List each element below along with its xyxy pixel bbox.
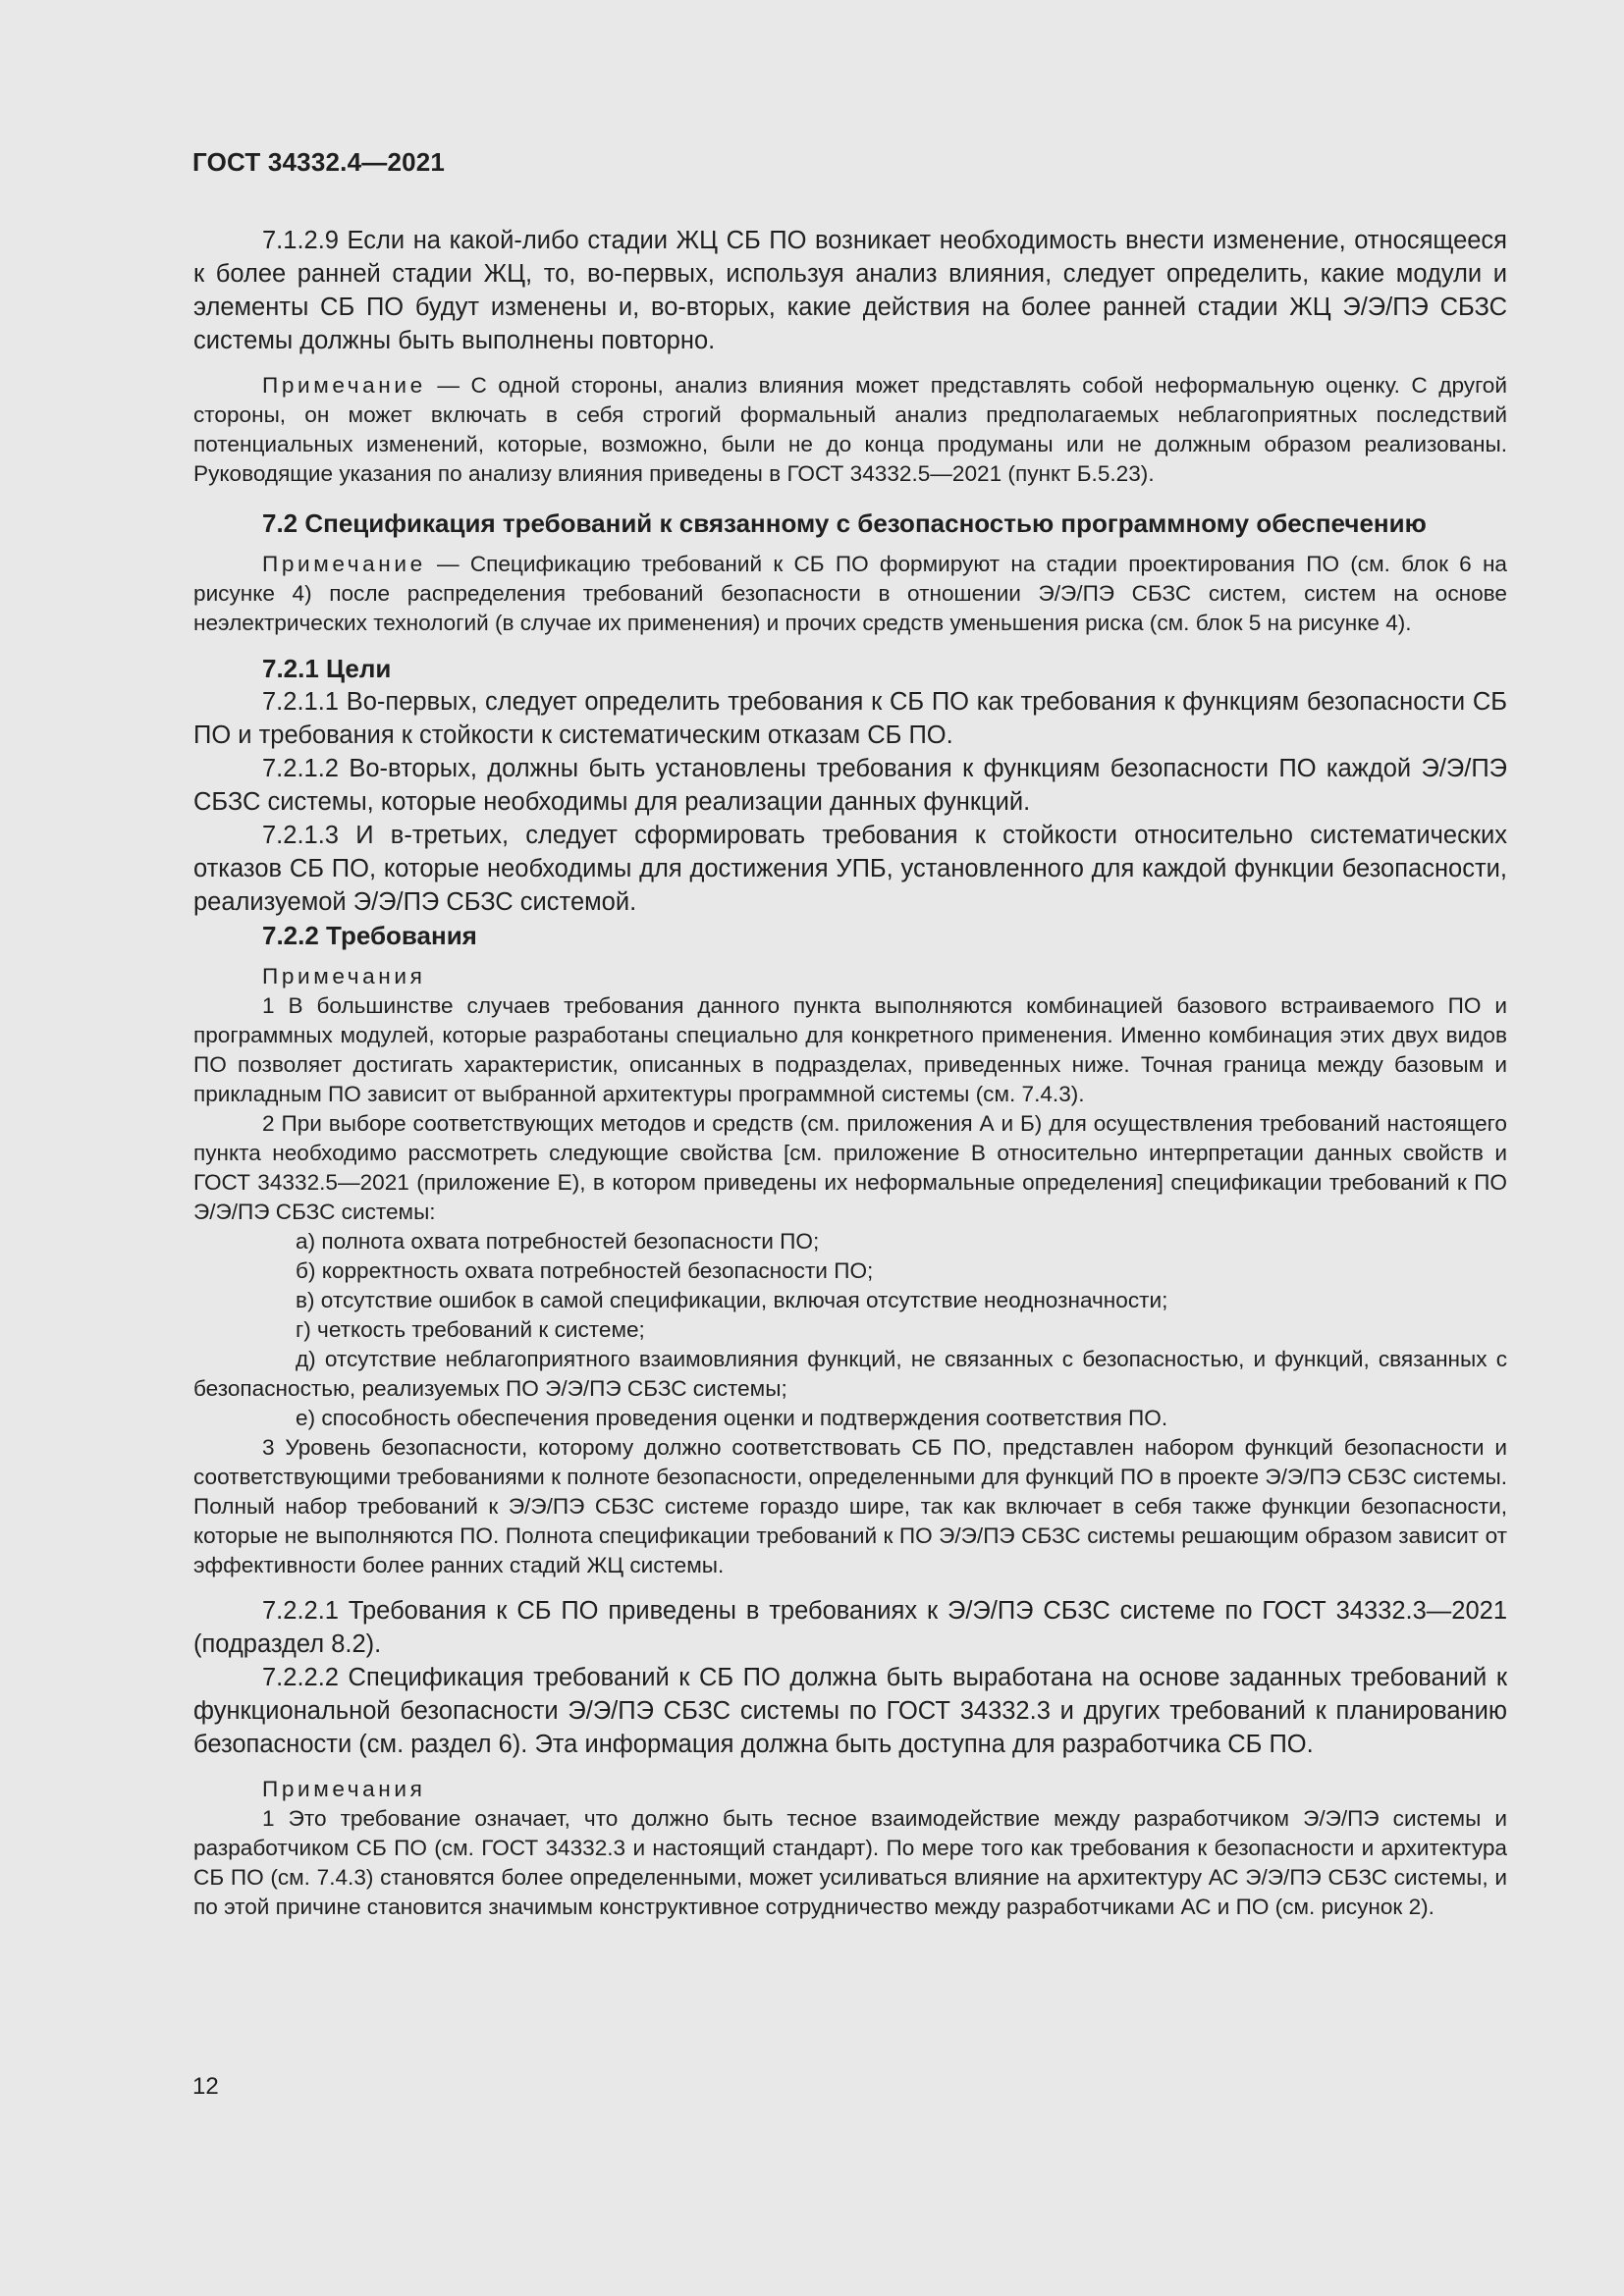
paragraph-7-2-1-3: 7.2.1.3 И в-третьих, следует сформировать требования к стойкости относительно систематических отказов СБ ПО, которые необходимы для достижения УПБ, установленного для каждой функции безопасности, реализуемой Э/Э/ПЭ СБЗС системой.	[193, 822, 1507, 916]
list-item: б) корректность охвата потребностей безопасности ПО;	[296, 1258, 874, 1283]
document-header: ГОСТ 34332.4—2021	[192, 147, 446, 177]
note-7-2-2-3: 3 Уровень безопасности, которому должно соответствовать СБ ПО, представлен набором функций безопасности и соответствующими требованиями к полноте безопасности, определенными для функций ПО в проекте Э/Э/ПЭ СБЗС системы. Полный набор требований к Э/Э/ПЭ СБЗС системе гораздо шире, так как включает в себя также функции безопасности, которые не выполняются ПО. Полнота спецификации требований к ПО Э/Э/ПЭ СБЗС системы решающим образом зависит от эффективности более ранних стадий ЖЦ системы.	[193, 1435, 1507, 1577]
list-item: д) отсутствие неблагоприятного взаимовлияния функций, не связанных с безопасностью, и функций, связанных с безопасностью, реализуемых ПО Э/Э/ПЭ СБЗС системы;	[193, 1347, 1507, 1401]
page-content	[193, 224, 1507, 1922]
paragraph-7-2-2-2: 7.2.2.2 Спецификация требований к СБ ПО должна быть выработана на основе заданных требований к функциональной безопасности Э/Э/ПЭ СБЗС системы по ГОСТ 34332.3 и других требований к планированию безопасности (см. раздел 6). Эта информация должна быть доступна для разработчика СБ ПО.	[193, 1664, 1507, 1758]
list-item: в) отсутствие ошибок в самой спецификации, включая отсутствие неоднозначности;	[296, 1288, 1168, 1312]
list-item: е) способность обеспечения проведения оценки и подтверждения соответствия ПО.	[296, 1406, 1168, 1430]
note-7-2-2-1: 1 В большинстве случаев требования данного пункта выполняются комбинацией базового встраиваемого ПО и программных модулей, которые разработаны специально для конкретного применения. Именно комбинация этих двух видов ПО позволяет достигать характеристик, описанных в подразделах, приведенных ниже. Точная граница между базовым и прикладным ПО зависит от выбранной архитектуры программной системы (см. 7.4.3).	[193, 993, 1507, 1106]
note-7-2-2-2: 2 При выборе соответствующих методов и средств (см. приложения А и Б) для осуществления требований настоящего пункта необходимо рассмотреть следующие свойства [см. приложение В относительно интерпретации данных свойств и ГОСТ 34332.5—2021 (приложение Е), в котором приведены их неформальные определения] спецификации требований к ПО Э/Э/ПЭ СБЗС системы:	[193, 1111, 1507, 1224]
notes-label: Примечания	[262, 964, 426, 988]
note-label: Примечание	[262, 373, 426, 398]
page-number: 12	[192, 2073, 219, 2100]
paragraph-7-2-1-2: 7.2.1.2 Во-вторых, должны быть установлены требования к функциям безопасности ПО каждой Э/Э/ПЭ СБЗС системы, которые необходимы для реализации данных функций.	[193, 755, 1507, 816]
note-label: Примечание	[262, 552, 426, 576]
notes-label: Примечания	[262, 1777, 426, 1801]
note-7-2-2-2-1: 1 Это требование означает, что должно быть тесное взаимодействие между разработчиком Э/Э/ПЭ системы и разработчиком СБ ПО (см. ГОСТ 34332.3 и настоящий стандарт). По мере того как требования к безопасности и архитектура СБ ПО (см. 7.4.3) становятся более определенными, может усиливаться влияние на архитектуру АС Э/Э/ПЭ СБЗС системы, и по этой причине становится значимым конструктивное сотрудничество между разработчиками АС и ПО (см. рисунок 2).	[193, 1806, 1507, 1919]
list-item: г) четкость требований к системе;	[296, 1317, 645, 1342]
note-text: — Спецификацию требований к СБ ПО формируют на стадии проектирования ПО (см. блок 6 на рисунке 4) после распределения требований безопасности в отношении Э/Э/ПЭ СБЗС систем, систем на основе неэлектрических технологий (в случае их применения) и прочих средств уменьшения риска (см. блок 5 на рисунке 4).	[193, 552, 1507, 635]
note-spec-formation	[193, 550, 1507, 638]
section-heading-7-2: 7.2 Спецификация требований к связанному с безопасностью программному обеспечению	[262, 508, 1427, 538]
paragraph-7-2-2-1: 7.2.2.1 Требования к СБ ПО приведены в требованиях к Э/Э/ПЭ СБЗС системе по ГОСТ 34332.3—2021 (подраздел 8.2).	[193, 1597, 1507, 1658]
section-heading-7-2-1: 7.2.1 Цели	[262, 654, 392, 683]
paragraph-7-1-2-9: 7.1.2.9 Если на какой-либо стадии ЖЦ СБ ПО возникает необходимость внести изменение, относящееся к более ранней стадии ЖЦ, то, во-первых, используя анализ влияния, следует определить, какие модули и элементы СБ ПО будут изменены и, во-вторых, какие действия на более ранней стадии ЖЦ Э/Э/ПЭ СБЗС системы должны быть выполнены повторно.	[193, 227, 1507, 354]
note-text: — С одной стороны, анализ влияния может представлять собой неформальную оценку. С другой стороны, он может включать в себя строгий формальный анализ предполагаемых неблагоприятных последствий потенциальных изменений, которые, возможно, были не до конца продуманы или не должным образом реализованы. Руководящие указания по анализу влияния приведены в ГОСТ 34332.5—2021 (пункт Б.5.23).	[193, 373, 1507, 486]
list-item: а) полнота охвата потребностей безопасности ПО;	[296, 1229, 820, 1254]
note-impact-analysis	[193, 371, 1507, 489]
section-heading-7-2-2: 7.2.2 Требования	[262, 921, 477, 950]
paragraph-7-2-1-1: 7.2.1.1 Во-первых, следует определить требования к СБ ПО как требования к функциям безопасности СБ ПО и требования к стойкости к систематическим отказам СБ ПО.	[193, 688, 1507, 749]
